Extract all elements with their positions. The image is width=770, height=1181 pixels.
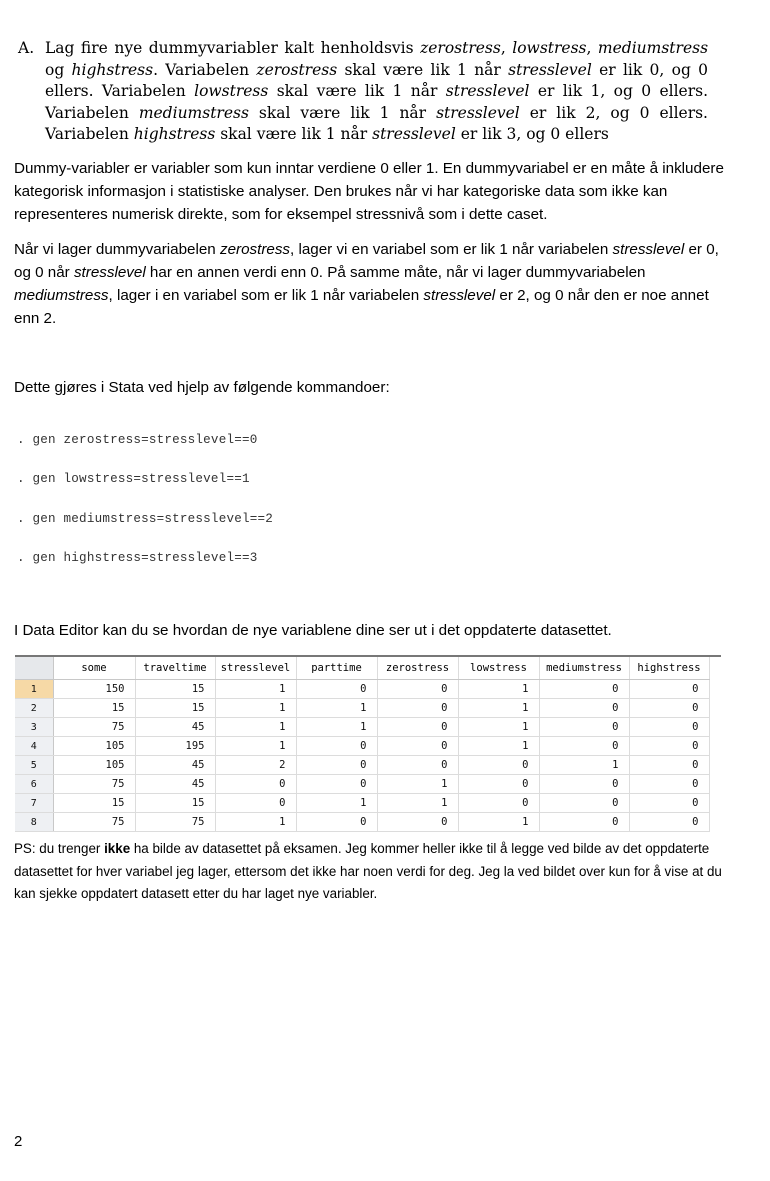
text-part: , lager vi en variabel som er lik 1 når variabelen	[290, 241, 613, 258]
table-row	[15, 756, 709, 775]
table-row	[15, 718, 709, 737]
text-part: er 0, og 0 når	[14, 241, 719, 281]
table-cell[interactable]: 1	[215, 813, 296, 832]
table-cell[interactable]: 0	[629, 718, 709, 737]
stata-command: . gen zerostress=stresslevel==0	[17, 433, 258, 447]
task-text-part: skal være lik 1 når	[337, 60, 509, 79]
table-cell[interactable]: 45	[135, 775, 215, 794]
table-cell[interactable]: 105	[53, 756, 135, 775]
task-var: stresslevel	[372, 125, 456, 144]
text-part: Når vi lager dummyvariabelen	[14, 241, 220, 258]
text-part: , lager i en variabel som er lik 1 når variabelen	[108, 287, 424, 304]
table-cell[interactable]: 15	[135, 794, 215, 813]
table-cell[interactable]: 0	[296, 680, 377, 699]
task-text-part: er lik 0, og 0 ellers. Variabelen	[45, 60, 709, 101]
row-number[interactable]: 2	[15, 699, 53, 718]
table-cell[interactable]: 0	[296, 737, 377, 756]
table-cell[interactable]: 0	[539, 737, 629, 756]
table-cell[interactable]: 75	[53, 775, 135, 794]
table-cell[interactable]: 1	[458, 699, 539, 718]
table-cell[interactable]: 0	[629, 737, 709, 756]
table-cell[interactable]: 1	[458, 680, 539, 699]
row-number[interactable]: 1	[15, 680, 53, 699]
text-part: PS: du trenger	[14, 841, 105, 856]
task-text-part: ,	[586, 39, 598, 57]
table-cell[interactable]: 45	[135, 718, 215, 737]
var-name: stresslevel	[423, 287, 496, 304]
var-name: stresslevel	[73, 264, 146, 281]
task-var: lowstress	[512, 39, 587, 57]
task-text-part: skal være lik 1 når	[215, 125, 373, 144]
data-editor-grid	[15, 655, 721, 835]
text-part: ha bilde av datasettet på eksamen. Jeg kommer heller ikke til å legge ved bilde av det oppdaterte datasettet for hver variabel jeg lager, ettersom det ikke har noen verdi for deg. Jeg la ved bildet over kun for å vise at du kan sjekke oppdatert datasett etter du har laget nye variabler.	[14, 841, 722, 901]
column-header[interactable]: stresslevel	[215, 657, 296, 680]
table-cell[interactable]: 1	[296, 794, 377, 813]
page-number: 2	[14, 1133, 23, 1150]
table-cell[interactable]: 195	[135, 737, 215, 756]
table-cell[interactable]: 0	[377, 813, 458, 832]
row-number[interactable]: 7	[15, 794, 53, 813]
table-cell[interactable]: 1	[458, 737, 539, 756]
table-cell[interactable]: 0	[629, 699, 709, 718]
table-cell[interactable]: 1	[296, 718, 377, 737]
task-var: mediumstress	[138, 103, 249, 122]
table-cell[interactable]: 0	[629, 756, 709, 775]
table-cell[interactable]: 15	[135, 699, 215, 718]
var-name: stresslevel	[612, 241, 685, 258]
task-var: lowstress	[194, 82, 269, 101]
table-cell[interactable]: 0	[458, 775, 539, 794]
paragraph-data-editor: I Data Editor kan du se hvordan de nye variablene dine ser ut i det oppdaterte datasettet.	[14, 622, 612, 639]
table-cell[interactable]: 0	[629, 813, 709, 832]
column-header[interactable]: lowstress	[458, 657, 539, 680]
task-var: zerostress	[420, 39, 501, 57]
stata-command: . gen mediumstress=stresslevel==2	[17, 512, 273, 526]
table-cell[interactable]: 2	[215, 756, 296, 775]
table-cell[interactable]: 1	[215, 680, 296, 699]
task-var: stresslevel	[445, 82, 530, 101]
task-text-part: er lik 2, og 0 ellers. Variabelen	[45, 103, 708, 144]
task-var: highstress	[71, 60, 154, 79]
task-text-part: skal være lik 1 når	[248, 103, 437, 122]
table-cell[interactable]: 45	[135, 756, 215, 775]
table-cell[interactable]: 0	[629, 680, 709, 699]
table-cell[interactable]: 0	[539, 794, 629, 813]
column-header[interactable]: traveltime	[135, 657, 215, 680]
stata-command: . gen lowstress=stresslevel==1	[17, 472, 250, 486]
column-header[interactable]: parttime	[296, 657, 377, 680]
data-table	[15, 657, 710, 832]
table-cell[interactable]: 0	[296, 813, 377, 832]
table-cell[interactable]: 15	[53, 794, 135, 813]
table-cell[interactable]: 1	[296, 699, 377, 718]
table-cell[interactable]: 75	[53, 718, 135, 737]
table-cell[interactable]: 75	[53, 813, 135, 832]
table-cell[interactable]: 15	[135, 680, 215, 699]
row-number[interactable]: 8	[15, 813, 53, 832]
table-row	[15, 680, 709, 699]
task-label: A.	[18, 39, 35, 57]
row-number[interactable]: 5	[15, 756, 53, 775]
var-name: mediumstress	[14, 287, 109, 304]
table-cell[interactable]: 105	[53, 737, 135, 756]
task-var: stresslevel	[508, 60, 592, 79]
table-cell[interactable]: 0	[629, 775, 709, 794]
task-text	[45, 38, 708, 146]
task-text-part: Lag fire nye dummyvariabler kalt henholdsvis	[45, 39, 421, 57]
table-row	[15, 775, 709, 794]
table-row	[15, 737, 709, 756]
column-header[interactable]: highstress	[629, 657, 709, 680]
task-a	[18, 38, 708, 146]
table-row	[15, 794, 709, 813]
stata-command: . gen highstress=stresslevel==3	[17, 551, 258, 565]
table-cell[interactable]: 15	[53, 699, 135, 718]
table-cell[interactable]: 0	[377, 737, 458, 756]
paragraph-stata-intro: Dette gjøres i Stata ved hjelp av følgende kommandoer:	[14, 379, 390, 396]
table-cell[interactable]: 0	[296, 775, 377, 794]
table-cell[interactable]: 1	[377, 794, 458, 813]
table-cell[interactable]: 0	[629, 794, 709, 813]
table-cell[interactable]: 1	[458, 718, 539, 737]
table-cell[interactable]: 0	[539, 680, 629, 699]
text-part: har en annen verdi enn 0. På samme måte, når vi lager dummyvariabelen	[145, 264, 646, 281]
row-number[interactable]: 3	[15, 718, 53, 737]
table-cell[interactable]: 150	[53, 680, 135, 699]
table-cell[interactable]: 1	[215, 737, 296, 756]
table-cell[interactable]: 0	[539, 718, 629, 737]
task-var: mediumstress	[597, 39, 709, 57]
task-text-part: og	[45, 60, 72, 79]
table-cell[interactable]: 0	[215, 794, 296, 813]
table-cell[interactable]: 0	[539, 699, 629, 718]
table-cell[interactable]: 1	[458, 813, 539, 832]
column-header[interactable]: some	[53, 657, 135, 680]
column-header[interactable]: mediumstress	[539, 657, 629, 680]
table-cell[interactable]: 0	[458, 794, 539, 813]
table-cell[interactable]: 1	[539, 756, 629, 775]
task-var: stresslevel	[436, 103, 520, 122]
paragraph-dummy-definition: Dummy-variabler er variabler som kun inntar verdiene 0 eller 1. En dummyvariabel er en måte å inkludere kategorisk informasjon i statistiske analyser. Den brukes når vi har kategoriske data som ikke kan representeres numerisk direkte, som for eksempel stressnivå som i dette caset.	[14, 160, 724, 223]
task-text-part: ,	[500, 39, 513, 57]
row-number[interactable]: 6	[15, 775, 53, 794]
table-cell[interactable]: 0	[377, 718, 458, 737]
table-cell[interactable]: 0	[296, 756, 377, 775]
table-cell[interactable]: 0	[539, 775, 629, 794]
task-text-part: skal være lik 1 når	[268, 82, 446, 101]
table-cell[interactable]: 0	[458, 756, 539, 775]
ps-note	[14, 838, 726, 906]
task-var: highstress	[133, 125, 216, 144]
table-cell[interactable]: 1	[215, 699, 296, 718]
paragraph-dummy-explanation	[14, 238, 726, 330]
var-name: zerostress	[219, 241, 291, 258]
table-cell[interactable]: 0	[539, 813, 629, 832]
header-row	[15, 657, 709, 680]
table-cell[interactable]: 1	[215, 718, 296, 737]
table-cell[interactable]: 0	[215, 775, 296, 794]
task-var: zerostress	[256, 60, 338, 79]
table-cell[interactable]: 75	[135, 813, 215, 832]
emphasis: ikke	[104, 841, 131, 856]
row-number[interactable]: 4	[15, 737, 53, 756]
task-text-part: er lik 3, og 0 ellers	[455, 125, 609, 144]
task-text-part: er lik 1, og 0 ellers. Variabelen	[45, 82, 709, 122]
task-text-part: . Variabelen	[153, 60, 257, 79]
table-cell[interactable]: 1	[377, 775, 458, 794]
table-cell[interactable]: 0	[377, 680, 458, 699]
table-row	[15, 699, 709, 718]
column-header[interactable]: zerostress	[377, 657, 458, 680]
table-cell[interactable]: 0	[377, 756, 458, 775]
table-cell[interactable]: 0	[377, 699, 458, 718]
corner-cell	[15, 657, 53, 680]
table-row	[15, 813, 709, 832]
text-part: er 2, og 0 når den er noe annet enn 2.	[14, 287, 709, 327]
